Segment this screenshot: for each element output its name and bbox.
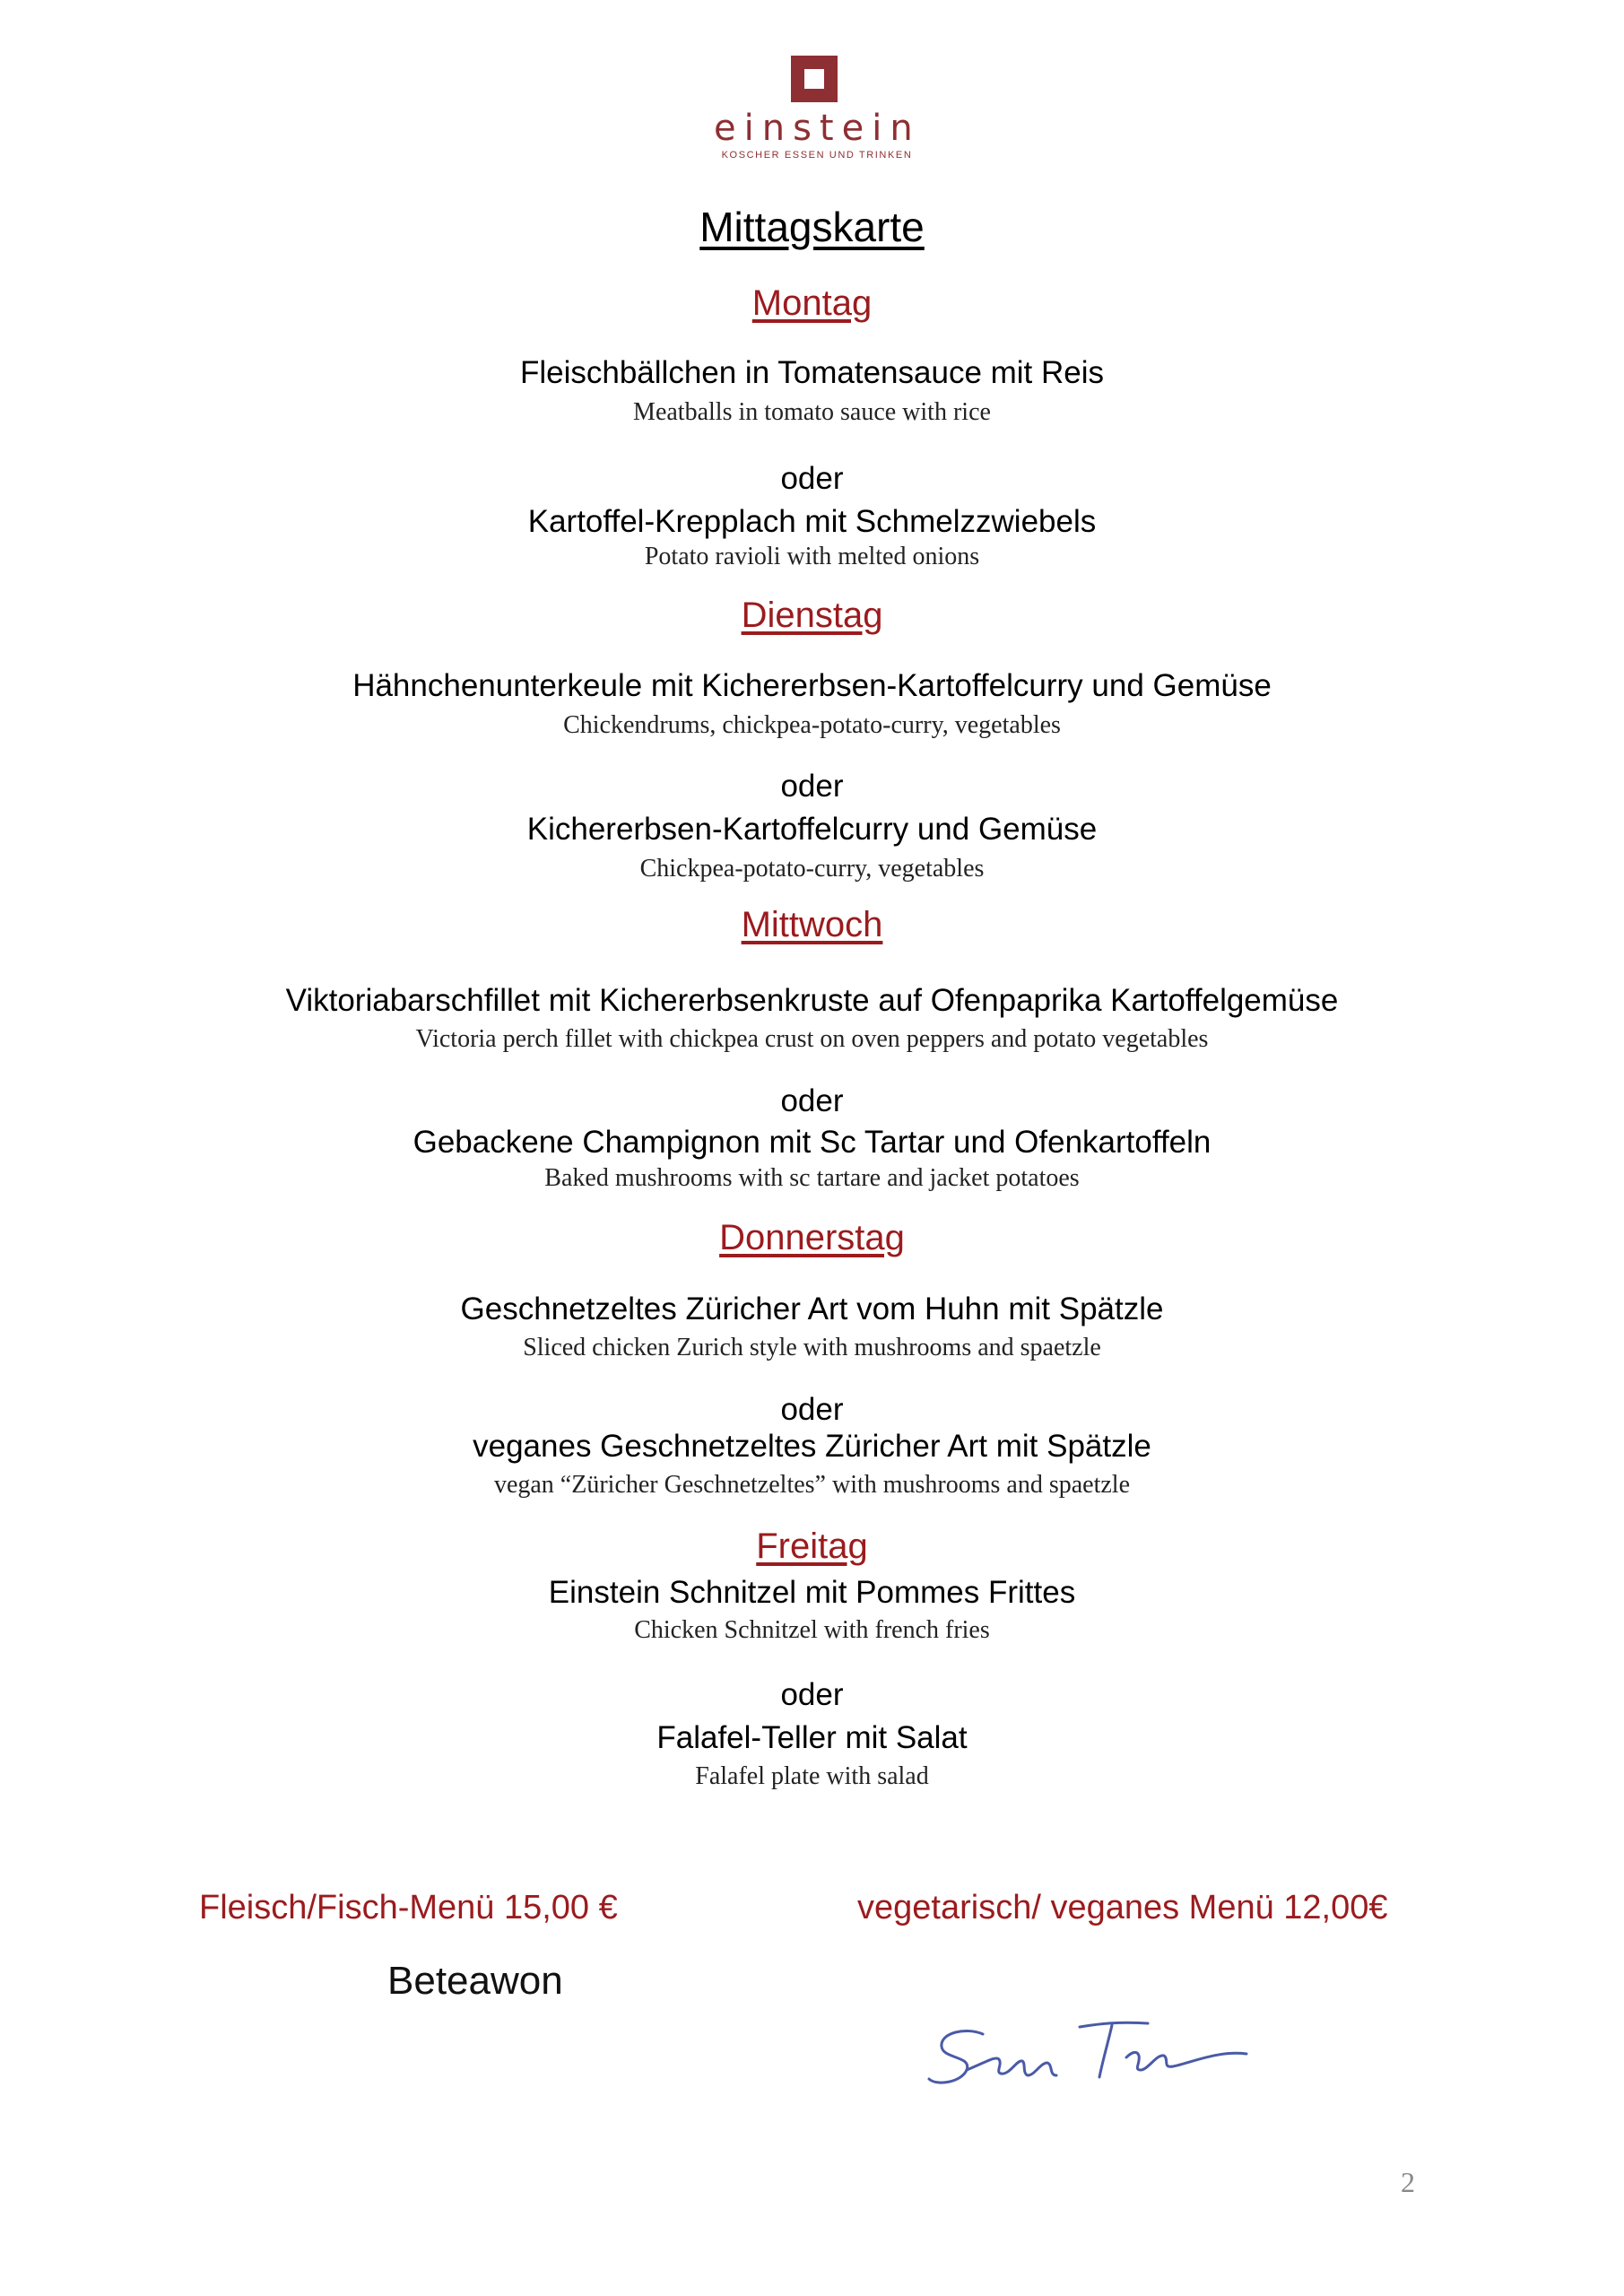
- day-heading-mittwoch: Mittwoch: [741, 905, 883, 944]
- day-heading-freitag: Freitag: [756, 1526, 868, 1566]
- dish-freitag-1: Einstein Schnitzel mit Pommes Frittes: [548, 1575, 1076, 1610]
- dish-dienstag-1: Hähnchenunterkeule mit Kichererbsen-Kartoffelcurry und Gemüse: [352, 668, 1272, 703]
- or-label: oder: [780, 1083, 844, 1118]
- or-label: oder: [780, 1677, 844, 1712]
- greeting: Beteawon: [387, 1959, 563, 2003]
- or-label: oder: [780, 1392, 844, 1427]
- price-meat-fish: Fleisch/Fisch-Menü 15,00 €: [199, 1889, 618, 1926]
- day-heading-montag: Montag: [751, 283, 873, 323]
- day-heading-donnerstag: Donnerstag: [719, 1218, 905, 1257]
- page-title: Mittagskarte: [699, 204, 925, 250]
- page-number: 2: [1401, 2166, 1415, 2198]
- dish-mittwoch-2-en: Baked mushrooms with sc tartare and jacket potatoes: [544, 1164, 1080, 1192]
- dish-mittwoch-2: Gebackene Champignon mit Sc Tartar und Ofenkartoffeln: [413, 1125, 1211, 1160]
- or-label: oder: [780, 461, 844, 496]
- dish-donnerstag-1-en: Sliced chicken Zurich style with mushrooms and spaetzle: [523, 1334, 1101, 1361]
- price-vegetarian: vegetarisch/ veganes Menü 12,00€: [857, 1889, 1388, 1926]
- logo-mark: [791, 56, 838, 102]
- dish-donnerstag-2: veganes Geschnetzeltes Züricher Art mit Spätzle: [473, 1429, 1151, 1464]
- dish-montag-2-en: Potato ravioli with melted onions: [644, 543, 980, 570]
- dish-freitag-2: Falafel-Teller mit Salat: [656, 1720, 968, 1755]
- logo-wordmark: einstein: [714, 108, 921, 149]
- logo-tagline: KOSCHER ESSEN UND TRINKEN: [721, 150, 913, 161]
- dish-montag-1: Fleischbällchen in Tomatensauce mit Reis: [519, 355, 1105, 390]
- or-label: oder: [780, 769, 844, 804]
- signature-image: [913, 2000, 1252, 2108]
- logo: [714, 47, 920, 163]
- dish-donnerstag-2-en: vegan “Züricher Geschnetzeltes” with mushrooms and spaetzle: [493, 1471, 1131, 1499]
- dish-donnerstag-1: Geschnetzeltes Züricher Art vom Huhn mit Spätzle: [460, 1292, 1164, 1326]
- day-heading-dienstag: Dienstag: [741, 596, 883, 635]
- dish-dienstag-2: Kichererbsen-Kartoffelcurry und Gemüse: [526, 812, 1098, 847]
- dish-montag-1-en: Meatballs in tomato sauce with rice: [633, 398, 991, 426]
- dish-dienstag-2-en: Chickpea-potato-curry, vegetables: [639, 855, 985, 883]
- dish-freitag-1-en: Chicken Schnitzel with french fries: [634, 1616, 990, 1644]
- dish-dienstag-1-en: Chickendrums, chickpea-potato-curry, vegetables: [563, 711, 1061, 739]
- dish-mittwoch-1: Viktoriabarschfillet mit Kichererbsenkruste auf Ofenpaprika Kartoffelgemüse: [285, 983, 1339, 1018]
- dish-mittwoch-1-en: Victoria perch fillet with chickpea crust on oven peppers and potato vegetables: [415, 1025, 1209, 1053]
- dish-montag-2: Kartoffel-Krepplach mit Schmelzzwiebels: [527, 504, 1097, 539]
- dish-freitag-2-en: Falafel plate with salad: [695, 1762, 929, 1790]
